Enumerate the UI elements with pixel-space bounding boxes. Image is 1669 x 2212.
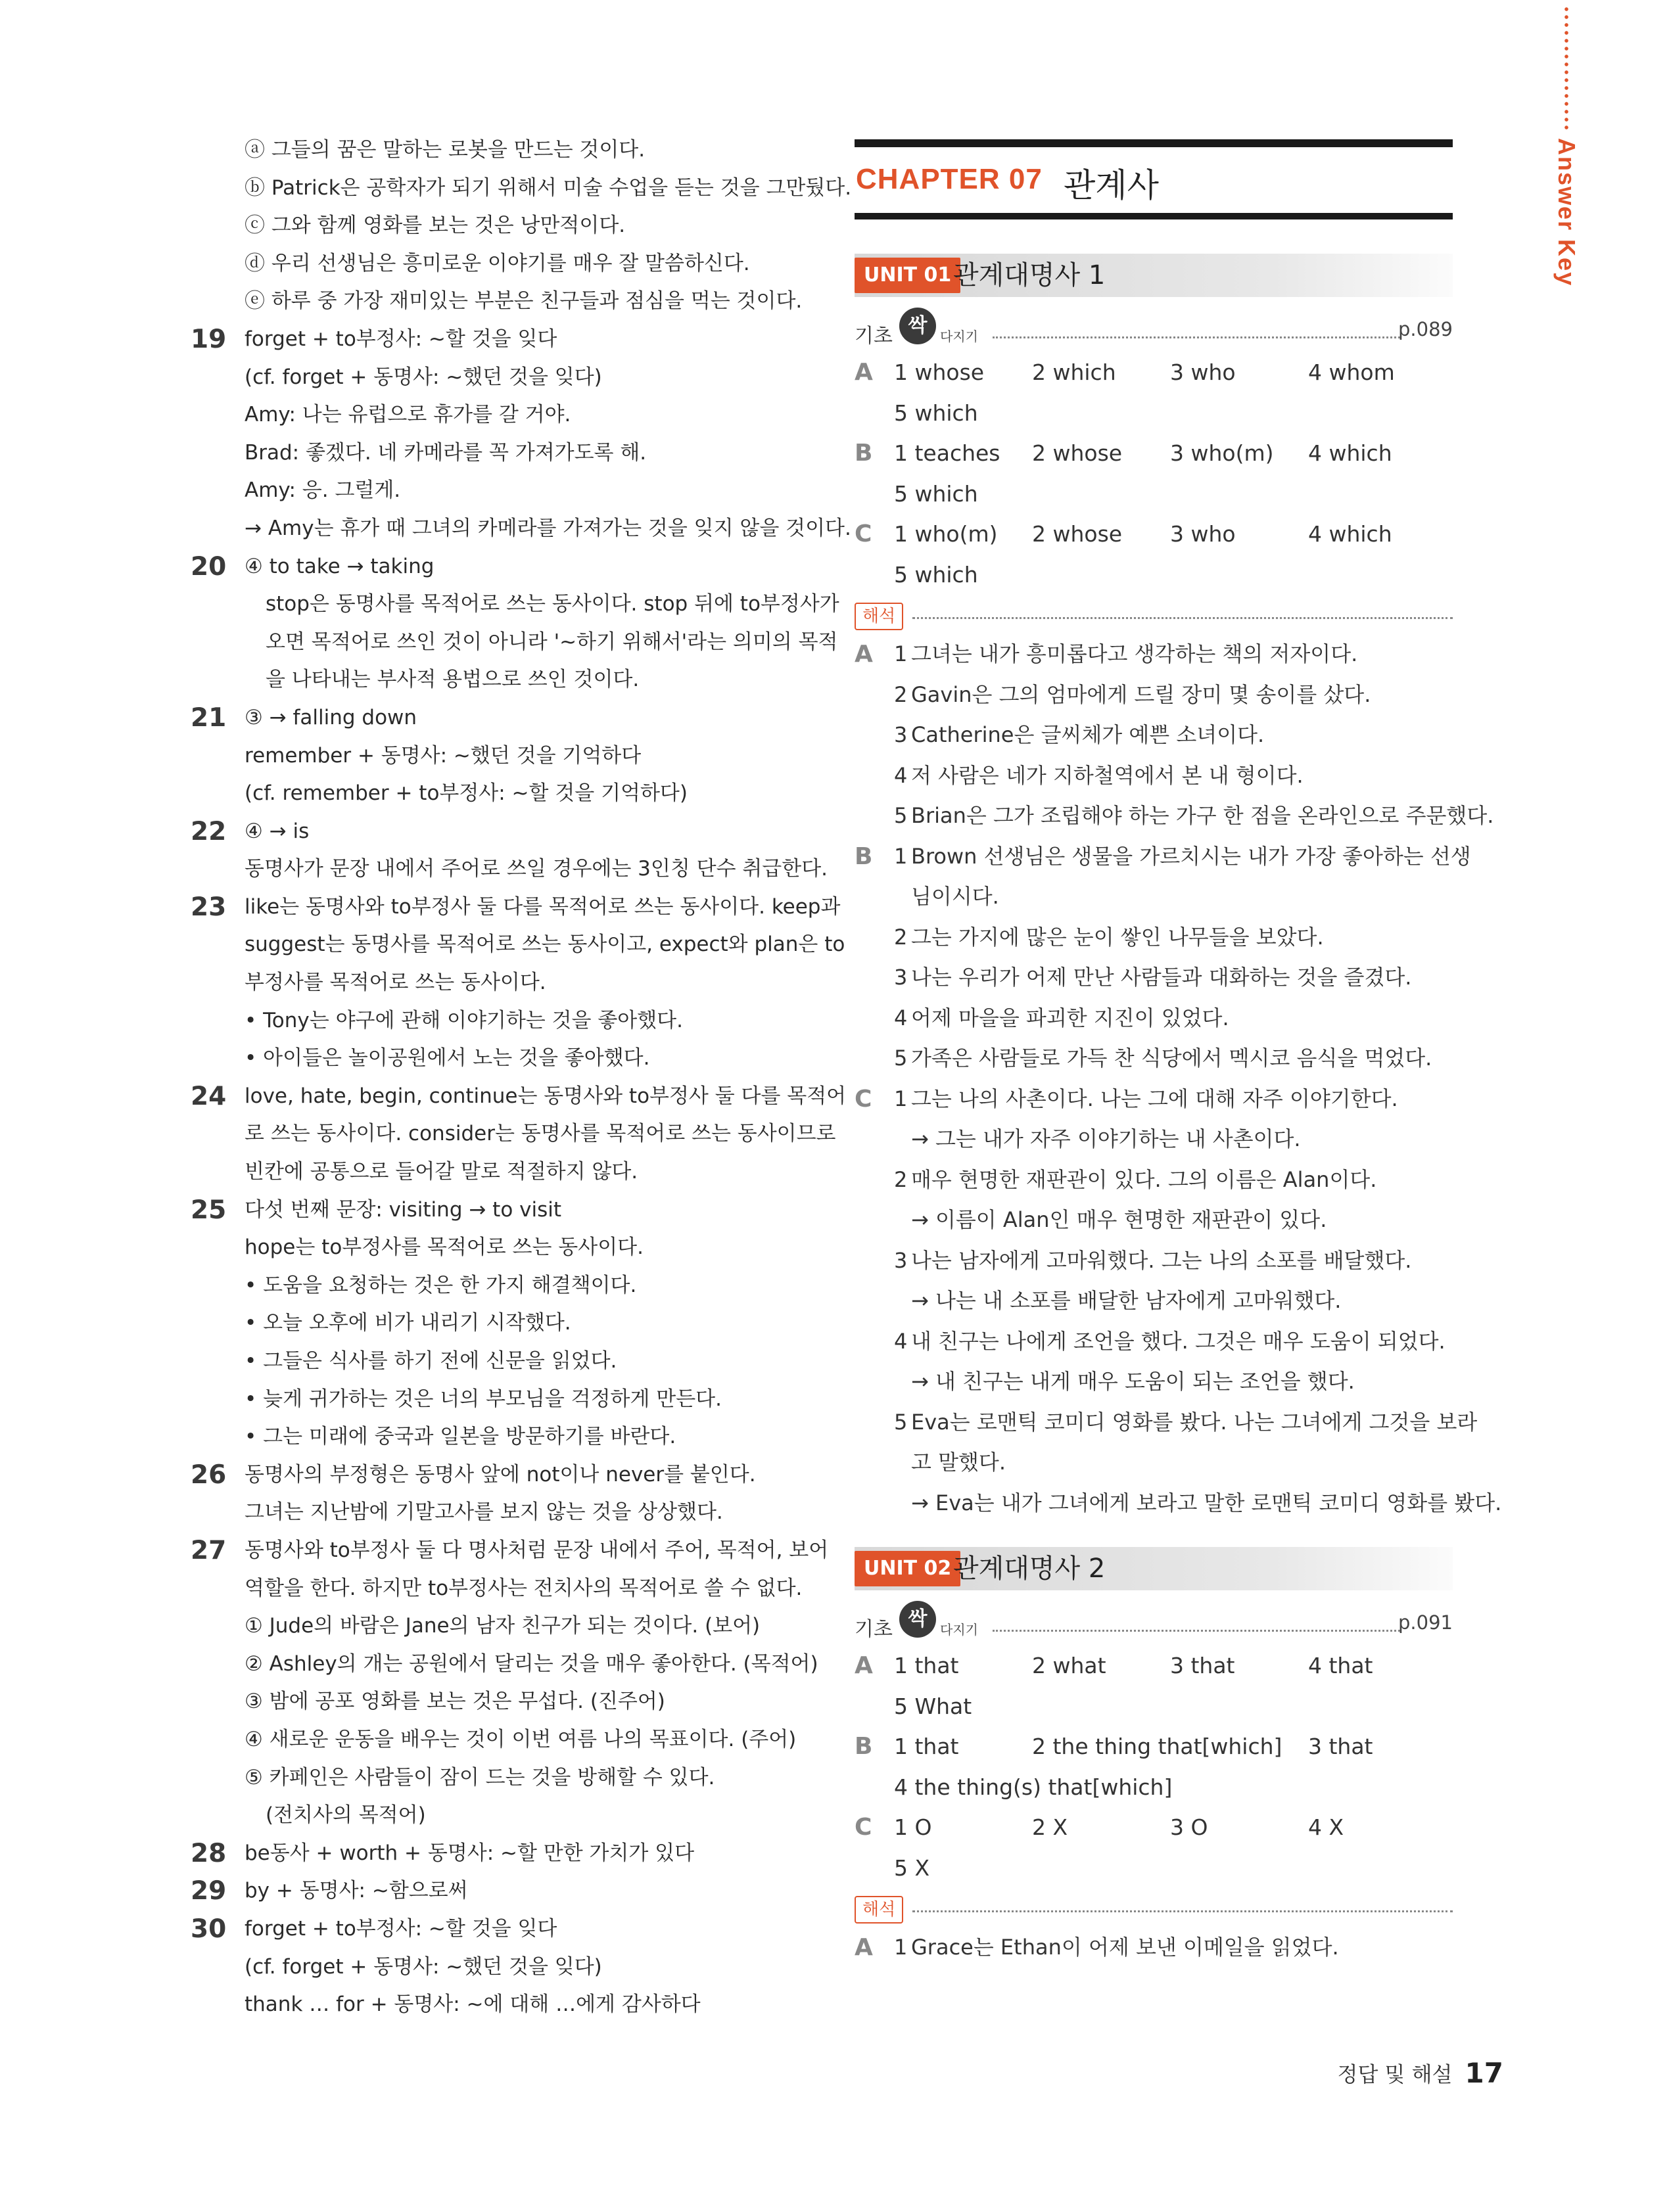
line-text: Amy: 응. 그럴게. bbox=[245, 478, 401, 503]
chapter-title: 관계사 bbox=[1064, 166, 1159, 204]
answer-row bbox=[855, 1848, 1453, 1889]
text-line bbox=[184, 1304, 802, 1343]
answer-row bbox=[855, 1807, 1453, 1848]
line-text: 그녀는 지난밤에 기말고사를 보지 않는 것을 상상했다. bbox=[245, 1500, 723, 1525]
item-number: 5 bbox=[894, 1046, 908, 1071]
answer-item: 4 the thing(s) that[which] bbox=[894, 1774, 1173, 1800]
translation-text: Brown 선생님은 생물을 가르치시는 내가 가장 좋아하는 선생 bbox=[911, 843, 1471, 869]
section-letter: B bbox=[855, 842, 873, 870]
text-line bbox=[184, 321, 802, 359]
line-text: (cf. forget + 동명사: ~했던 것을 잊다) bbox=[245, 1954, 602, 1979]
section-letter: B bbox=[855, 1733, 873, 1760]
side-tab-label: Answer Key bbox=[1553, 138, 1580, 287]
basics-row bbox=[855, 305, 1453, 352]
question-number: 30 bbox=[191, 1914, 227, 1944]
dotted-leader bbox=[993, 1630, 1400, 1632]
dotted-leader bbox=[912, 1910, 1453, 1912]
translation-text: 내 친구는 나에게 조언을 했다. 그것은 매우 도움이 되었다. bbox=[911, 1328, 1446, 1354]
question-number: 25 bbox=[191, 1195, 227, 1225]
translation-text: 저 사람은 네가 지하철역에서 본 내 형이다. bbox=[911, 762, 1304, 788]
line-text: • 오늘 오후에 비가 내리기 시작했다. bbox=[245, 1311, 571, 1335]
item-number: 2 bbox=[894, 681, 908, 707]
answer-item: 2 whose bbox=[1032, 521, 1123, 547]
line-text: ⓔ 하루 중 가장 재미있는 부분은 친구들과 점심을 먹는 것이다. bbox=[245, 289, 803, 313]
translation-line bbox=[855, 1119, 1453, 1160]
translation-line bbox=[855, 1079, 1453, 1120]
answer-item: 2 what bbox=[1032, 1653, 1106, 1678]
section-letter: A bbox=[855, 1934, 873, 1961]
translation-line bbox=[855, 1927, 1453, 1968]
answer-row bbox=[855, 555, 1453, 595]
translation-badge: 해석 bbox=[855, 1896, 903, 1924]
line-text: Brad: 좋겠다. 네 카메라를 꼭 가져가도록 해. bbox=[245, 440, 647, 465]
text-line bbox=[184, 1683, 802, 1721]
line-text: ④ to take → taking bbox=[245, 554, 435, 578]
text-line bbox=[184, 1002, 802, 1040]
question-number: 21 bbox=[191, 703, 227, 733]
question-number: 23 bbox=[191, 892, 227, 922]
side-dots-decoration bbox=[1564, 5, 1568, 130]
text-line bbox=[184, 396, 802, 434]
item-number: 1 bbox=[894, 641, 908, 666]
ssak-badge: 싹 bbox=[899, 1601, 936, 1638]
translation-header bbox=[855, 596, 1453, 634]
question-number: 29 bbox=[191, 1876, 227, 1906]
answer-item: 3 that bbox=[1308, 1734, 1373, 1759]
line-text: thank … for + 동명사: ~에 대해 …에게 감사하다 bbox=[245, 1993, 701, 2017]
answer-row bbox=[855, 1646, 1453, 1686]
text-line bbox=[184, 737, 802, 775]
line-text: ⓐ 그들의 꿈은 말하는 로봇을 만드는 것이다. bbox=[245, 138, 646, 162]
line-text: • 그들은 식사를 하기 전에 신문을 읽었다. bbox=[245, 1349, 617, 1373]
item-number: 5 bbox=[894, 1409, 908, 1435]
translation-text: Catherine은 글씨체가 예쁜 소녀이다. bbox=[911, 722, 1265, 747]
translation-continuation: 고 말했다. bbox=[911, 1450, 1006, 1475]
answer-item: 1 who(m) bbox=[894, 521, 998, 547]
answer-key-side-tab bbox=[1550, 0, 1589, 289]
basics-label: 기초 bbox=[855, 325, 893, 348]
translation-text: 나는 우리가 어제 만난 사람들과 대화하는 것을 즐겼다. bbox=[911, 965, 1412, 990]
translation-text: 나는 남자에게 고마워했다. 그는 나의 소포를 배달했다. bbox=[911, 1247, 1412, 1273]
translation-line bbox=[855, 1362, 1453, 1402]
answer-item: 4 X bbox=[1308, 1814, 1344, 1840]
translation-continuation: 님이시다. bbox=[911, 884, 999, 909]
translation-text: Brian은 그가 조립해야 하는 가구 한 점을 온라인으로 주문했다. bbox=[911, 803, 1494, 828]
question-number: 19 bbox=[191, 324, 227, 354]
line-text: by + 동명사: ~함으로써 bbox=[245, 1879, 468, 1903]
text-line bbox=[184, 1040, 802, 1078]
translation-line bbox=[855, 1483, 1502, 1524]
text-line bbox=[184, 1153, 802, 1191]
line-text: • 늦게 귀가하는 것은 너의 부모님을 걱정하게 만든다. bbox=[245, 1387, 722, 1411]
line-text: • 아이들은 놀이공원에서 노는 것을 좋아했다. bbox=[245, 1046, 650, 1071]
line-text: 동명사가 문장 내에서 주어로 쓰일 경우에는 3인칭 단수 취급한다. bbox=[245, 857, 828, 881]
text-line bbox=[184, 1418, 802, 1456]
section-letter: C bbox=[855, 520, 872, 547]
text-line bbox=[184, 207, 802, 245]
combined-sentence: → Eva는 내가 그녀에게 보라고 말한 로맨틱 코미디 영화를 봤다. bbox=[911, 1490, 1502, 1515]
line-text: ⑤ 카페인은 사람들이 잠이 드는 것을 방해할 수 있다. bbox=[245, 1765, 715, 1789]
section-letter: A bbox=[855, 1652, 873, 1679]
question-number: 27 bbox=[191, 1535, 227, 1565]
answer-item: 2 the thing that[which] bbox=[1032, 1734, 1282, 1759]
basics-label: 기초 bbox=[855, 1618, 893, 1641]
chapter-label: CHAPTER 07 bbox=[856, 163, 1043, 195]
item-number: 3 bbox=[894, 965, 908, 990]
text-line bbox=[184, 661, 802, 699]
answer-item: 1 that bbox=[894, 1734, 959, 1759]
translation-line bbox=[855, 1200, 1453, 1241]
text-line bbox=[184, 775, 802, 813]
text-line bbox=[184, 1570, 802, 1608]
item-number: 1 bbox=[894, 843, 908, 869]
question-number: 24 bbox=[191, 1081, 227, 1111]
answer-item: 5 which bbox=[894, 561, 978, 588]
text-line bbox=[184, 699, 802, 737]
text-line bbox=[184, 283, 802, 321]
item-number: 2 bbox=[894, 924, 908, 950]
chapter-header bbox=[855, 131, 1453, 230]
line-text: love, hate, begin, continue는 동명사와 to부정사 둘 다를 목적어 bbox=[245, 1084, 847, 1108]
dotted-leader bbox=[993, 336, 1400, 338]
item-number: 5 bbox=[894, 803, 908, 828]
chapter-rule-bottom bbox=[855, 213, 1453, 219]
right-column bbox=[855, 131, 1502, 1968]
line-text: (전치사의 목적어) bbox=[266, 1803, 426, 1828]
item-number: 2 bbox=[894, 1166, 908, 1192]
text-line bbox=[184, 1948, 802, 1987]
line-text: • Tony는 야구에 관해 이야기하는 것을 좋아했다. bbox=[245, 1008, 683, 1032]
page-reference: p.089 bbox=[1398, 318, 1453, 340]
item-number: 3 bbox=[894, 1247, 908, 1273]
line-text: ② Ashley의 개는 공원에서 달리는 것을 매우 좋아한다. (목적어) bbox=[245, 1651, 818, 1676]
unit-title: 관계대명사 2 bbox=[953, 1554, 1106, 1584]
dotted-leader bbox=[912, 617, 1453, 619]
answer-item: 3 who bbox=[1170, 359, 1236, 385]
item-number: 4 bbox=[894, 1328, 908, 1354]
answer-row bbox=[855, 514, 1453, 555]
section-letter: C bbox=[855, 1814, 872, 1841]
combined-sentence: → 그는 내가 자주 이야기하는 내 사촌이다. bbox=[911, 1126, 1301, 1151]
text-line bbox=[184, 624, 838, 662]
line-text: forget + to부정사: ~할 것을 잊다 bbox=[245, 1916, 557, 1941]
basics-row bbox=[855, 1598, 1453, 1646]
section-letter: C bbox=[855, 1085, 872, 1113]
line-text: like는 동명사와 to부정사 둘 다를 목적어로 쓰는 동사이다. keep과 bbox=[245, 894, 841, 919]
answer-row bbox=[855, 352, 1453, 393]
ssak-subtitle: 다지기 bbox=[940, 329, 978, 344]
answer-item: 3 that bbox=[1170, 1653, 1235, 1678]
line-text: ③ → falling down bbox=[245, 705, 417, 729]
answer-item: 2 whose bbox=[1032, 440, 1123, 466]
text-line bbox=[184, 548, 802, 586]
left-column bbox=[184, 131, 852, 2024]
translation-line bbox=[855, 1160, 1453, 1201]
line-text: hope는 to부정사를 목적어로 쓰는 동사이다. bbox=[245, 1235, 644, 1260]
text-line bbox=[184, 813, 802, 851]
text-line bbox=[184, 586, 839, 624]
answer-item: 1 whose bbox=[894, 359, 985, 385]
text-line bbox=[184, 1910, 802, 1948]
text-line bbox=[184, 245, 802, 283]
line-text: ③ 밤에 공포 영화를 보는 것은 무섭다. (진주어) bbox=[245, 1690, 665, 1714]
line-text: ④ 새로운 운동을 배우는 것이 이번 여름 나의 목표이다. (주어) bbox=[245, 1727, 797, 1751]
translation-line bbox=[855, 1322, 1453, 1362]
unit-title: 관계대명사 1 bbox=[953, 260, 1106, 290]
section-letter: A bbox=[855, 641, 873, 668]
text-line bbox=[184, 1797, 802, 1835]
text-line bbox=[184, 1229, 802, 1267]
text-line bbox=[184, 359, 802, 397]
answer-row bbox=[855, 1686, 1453, 1727]
text-line bbox=[184, 850, 828, 888]
line-text: 역할을 한다. 하지만 to부정사는 전치사의 목적어로 쓸 수 없다. bbox=[245, 1576, 803, 1600]
line-text: 동명사와 to부정사 둘 다 명사처럼 문장 내에서 주어, 목적어, 보어 bbox=[245, 1538, 829, 1562]
question-number: 28 bbox=[191, 1838, 227, 1868]
line-text: 오면 목적어로 쓰인 것이 아니라 '~하기 위해서'라는 의미의 목적 bbox=[266, 630, 838, 654]
text-line bbox=[184, 1532, 829, 1570]
footer-label: 정답 및 해설 bbox=[1337, 2062, 1453, 2087]
text-line bbox=[184, 510, 851, 548]
line-text: ⓓ 우리 선생님은 흥미로운 이야기를 매우 잘 말씀하신다. bbox=[245, 251, 750, 275]
answer-item: 5 What bbox=[894, 1693, 972, 1719]
question-number: 26 bbox=[191, 1460, 227, 1490]
item-number: 4 bbox=[894, 762, 908, 788]
answer-item: 1 teaches bbox=[894, 440, 1000, 466]
text-line bbox=[184, 1456, 802, 1494]
line-text: remember + 동명사: ~했던 것을 기억하다 bbox=[245, 743, 642, 768]
text-line bbox=[184, 1267, 802, 1305]
line-text: (cf. forget + 동명사: ~했던 것을 잊다) bbox=[245, 365, 602, 389]
combined-sentence: → 나는 내 소포를 배달한 남자에게 고마워했다. bbox=[911, 1288, 1342, 1313]
line-text: (cf. remember + to부정사: ~할 것을 기억하다) bbox=[245, 781, 688, 806]
translation-line bbox=[855, 998, 1453, 1039]
translation-text: 가족은 사람들로 가득 찬 식당에서 멕시코 음식을 먹었다. bbox=[911, 1046, 1432, 1071]
translation-line bbox=[855, 1241, 1453, 1281]
translation-text: Grace는 Ethan이 어제 보낸 이메일을 읽었다. bbox=[911, 1935, 1339, 1960]
text-line bbox=[184, 926, 845, 964]
answer-row bbox=[855, 1767, 1453, 1808]
item-number: 3 bbox=[894, 722, 908, 747]
translation-text: 매우 현명한 재판관이 있다. 그의 이름은 Alan이다. bbox=[911, 1166, 1377, 1192]
page-footer bbox=[1338, 2057, 1503, 2089]
translation-line bbox=[855, 675, 1453, 716]
line-text: be동사 + worth + 동명사: ~할 만한 가치가 있다 bbox=[245, 1841, 695, 1865]
text-line bbox=[184, 131, 802, 170]
answer-item: 4 that bbox=[1308, 1653, 1373, 1678]
translation-line bbox=[855, 877, 1453, 917]
translation-badge: 해석 bbox=[855, 603, 903, 630]
line-text: 로 쓰는 동사이다. consider는 동명사를 목적어로 쓰는 동사이므로 bbox=[245, 1122, 836, 1146]
text-line bbox=[184, 1986, 802, 2024]
line-text: Amy: 나는 유럽으로 휴가를 갈 거야. bbox=[245, 403, 571, 427]
translation-text: Eva는 로맨틱 코미디 영화를 봤다. 나는 그녀에게 그것을 보라 bbox=[911, 1409, 1478, 1435]
text-line bbox=[184, 434, 802, 472]
text-line bbox=[184, 1872, 802, 1910]
translation-line bbox=[855, 917, 1453, 958]
line-text: forget + to부정사: ~할 것을 잊다 bbox=[245, 327, 557, 351]
translation-line bbox=[855, 1281, 1453, 1322]
answer-row bbox=[855, 1726, 1453, 1767]
translation-line bbox=[855, 1442, 1453, 1483]
translation-line bbox=[855, 796, 1494, 837]
page-reference: p.091 bbox=[1398, 1611, 1453, 1634]
translation-line bbox=[855, 1038, 1453, 1079]
answer-item: 4 which bbox=[1308, 521, 1392, 547]
answer-item: 1 O bbox=[894, 1814, 932, 1840]
translation-text: 어제 마을을 파괴한 지진이 있었다. bbox=[911, 1005, 1229, 1030]
text-line bbox=[184, 1191, 802, 1230]
text-line bbox=[184, 1721, 802, 1759]
translation-text: 그는 나의 사촌이다. 나는 그에 대해 자주 이야기한다. bbox=[911, 1086, 1398, 1111]
answer-item: 5 which bbox=[894, 400, 978, 426]
line-text: 다섯 번째 문장: visiting → to visit bbox=[245, 1197, 562, 1222]
translation-line bbox=[855, 1402, 1478, 1443]
answer-item: 3 who bbox=[1170, 521, 1236, 547]
item-number: 4 bbox=[894, 1005, 908, 1030]
translation-line bbox=[855, 756, 1453, 796]
combined-sentence: → 내 친구는 내게 매우 도움이 되는 조언을 했다. bbox=[911, 1369, 1355, 1394]
answer-row bbox=[855, 474, 1453, 515]
translation-line bbox=[855, 634, 1453, 675]
answer-row bbox=[855, 433, 1453, 474]
line-text: stop은 동명사를 목적어로 쓰는 동사이다. stop 뒤에 to부정사가 bbox=[266, 592, 839, 616]
translation-text: 그는 가지에 많은 눈이 쌓인 나무들을 보았다. bbox=[911, 924, 1324, 950]
item-number: 1 bbox=[894, 1935, 908, 1960]
item-number: 1 bbox=[894, 1086, 908, 1111]
line-text: 빈칸에 공통으로 들어갈 말로 적절하지 않다. bbox=[245, 1160, 638, 1184]
text-line bbox=[184, 472, 802, 510]
text-line bbox=[184, 1078, 847, 1116]
text-line bbox=[184, 1381, 802, 1419]
answer-item: 3 O bbox=[1170, 1814, 1208, 1840]
translation-text: Gavin은 그의 엄마에게 드릴 장미 몇 송이를 샀다. bbox=[911, 681, 1371, 707]
line-text: 부정사를 목적어로 쓰는 동사이다. bbox=[245, 971, 546, 995]
text-line bbox=[184, 964, 802, 1002]
translation-text: 그녀는 내가 흥미롭다고 생각하는 책의 저자이다. bbox=[911, 641, 1358, 666]
section-letter: B bbox=[855, 440, 873, 467]
line-text: 동명사의 부정형은 동명사 앞에 not이나 never를 붙인다. bbox=[245, 1462, 756, 1486]
text-line bbox=[184, 1343, 802, 1381]
line-text: • 그는 미래에 중국과 일본을 방문하기를 바란다. bbox=[245, 1425, 676, 1449]
line-text: suggest는 동명사를 목적어로 쓰는 동사이고, expect와 plan은 to bbox=[245, 933, 845, 957]
line-text: → Amy는 휴가 때 그녀의 카메라를 가져가는 것을 잊지 않을 것이다. bbox=[245, 516, 851, 540]
section-letter: A bbox=[855, 359, 873, 386]
chapter-rule-top bbox=[855, 139, 1453, 147]
answer-item: 2 X bbox=[1032, 1814, 1068, 1840]
text-line bbox=[184, 888, 841, 927]
translation-line bbox=[855, 837, 1471, 877]
ssak-badge: 싹 bbox=[899, 308, 936, 344]
question-number: 20 bbox=[191, 551, 227, 582]
text-line bbox=[184, 1646, 818, 1684]
unit-badge: UNIT 02 bbox=[855, 1551, 960, 1586]
line-text: ① Jude의 바람은 Jane의 남자 친구가 되는 것이다. (보어) bbox=[245, 1614, 761, 1638]
answer-item: 5 which bbox=[894, 480, 978, 507]
text-line bbox=[184, 1759, 802, 1797]
answer-item: 1 that bbox=[894, 1653, 959, 1678]
translation-header bbox=[855, 1889, 1453, 1927]
translation-line bbox=[855, 957, 1453, 998]
page-number: 17 bbox=[1465, 2057, 1503, 2089]
text-line bbox=[184, 170, 852, 208]
line-text: ④ → is bbox=[245, 819, 310, 843]
text-line bbox=[184, 1607, 802, 1646]
answer-row bbox=[855, 393, 1453, 434]
text-line bbox=[184, 1835, 802, 1873]
line-text: 을 나타내는 부사적 용법으로 쓰인 것이다. bbox=[266, 668, 640, 692]
text-line bbox=[184, 1115, 836, 1153]
text-line bbox=[184, 1494, 802, 1532]
answer-item: 2 which bbox=[1032, 359, 1116, 385]
unit-badge: UNIT 01 bbox=[855, 258, 960, 293]
line-text: • 도움을 요청하는 것은 한 가지 해결책이다. bbox=[245, 1273, 637, 1297]
question-number: 22 bbox=[191, 816, 227, 846]
ssak-subtitle: 다지기 bbox=[940, 1622, 978, 1638]
answer-item: 5 X bbox=[894, 1855, 930, 1881]
translation-line bbox=[855, 715, 1453, 756]
answer-item: 4 which bbox=[1308, 440, 1392, 466]
unit-header bbox=[855, 254, 1453, 297]
line-text: ⓒ 그와 함께 영화를 보는 것은 낭만적이다. bbox=[245, 214, 626, 238]
answer-item: 4 whom bbox=[1308, 359, 1395, 385]
line-text: ⓑ Patrick은 공학자가 되기 위해서 미술 수업을 듣는 것을 그만뒀다. bbox=[245, 175, 852, 200]
units-container bbox=[855, 254, 1502, 1968]
answer-item: 3 who(m) bbox=[1170, 440, 1274, 466]
unit-header bbox=[855, 1547, 1453, 1590]
combined-sentence: → 이름이 Alan인 매우 현명한 재판관이 있다. bbox=[911, 1207, 1327, 1232]
